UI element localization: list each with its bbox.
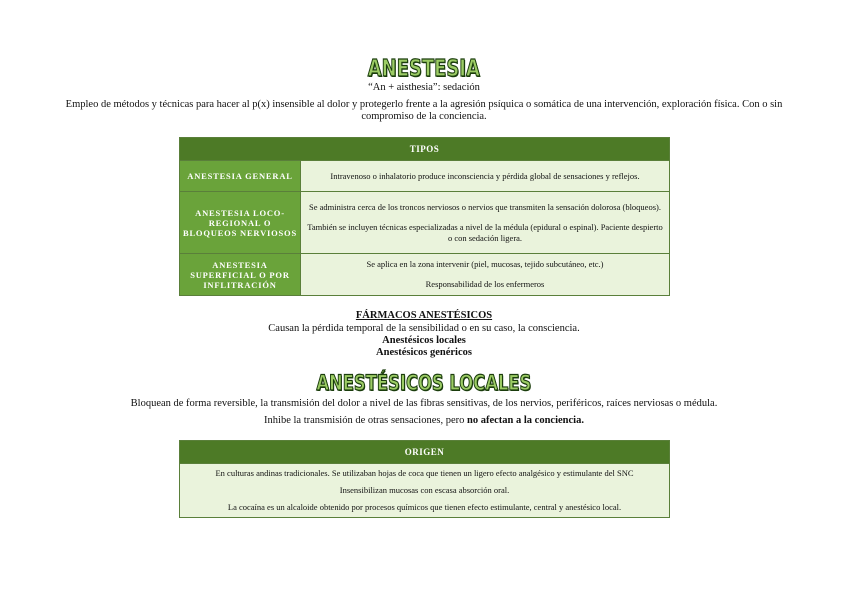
title-anestesicos-locales: ANESTÉSICOS LOCALES [316, 371, 532, 395]
origen-content [180, 464, 670, 518]
desc-text: Se aplica en la zona intervenir (piel, mucosas, tejido subcutáneo, etc.) [366, 259, 604, 269]
table-row [180, 161, 670, 192]
table-row [180, 254, 670, 296]
farmacos-item: Anestésicos genéricos [376, 347, 472, 358]
origen-text: Insensibilizan mucosas con escasa absorción oral. [339, 485, 510, 495]
tipo-desc [301, 192, 670, 254]
title-anestesia: ANESTESIA [367, 56, 481, 82]
origen-table [179, 440, 670, 518]
tipo-label: ANESTESIA LOCO-REGIONAL O BLOQUEOS NERVIOSOS [180, 192, 301, 254]
locales-line-2 [0, 415, 848, 426]
tipos-header: TIPOS [180, 138, 670, 161]
desc-text: Intravenoso o inhalatorio produce inconsciencia y pérdida global de sensaciones y reflejos. [330, 170, 640, 181]
locales-line-2-bold: no afectan a la conciencia. [467, 415, 584, 426]
tipo-label: ANESTESIA GENERAL [180, 161, 301, 192]
locales-line-2-text: Inhibe la transmisión de otras sensaciones, pero [264, 415, 467, 426]
table-row [180, 192, 670, 254]
tipo-desc [301, 254, 670, 296]
origen-text: La cocaína es un alcaloide obtenido por procesos químicos que tienen efecto estimulante, central y anestésico local. [227, 502, 622, 512]
tipo-desc [301, 161, 670, 192]
farmacos-item: Anestésicos locales [382, 335, 466, 346]
table-row [180, 464, 670, 518]
desc-text: Responsabilidad de los enfermeros [425, 279, 545, 289]
desc-text: Se administra cerca de los troncos nerviosos o nervios que transmiten la sensación dolorosa (bloqueos). [309, 201, 661, 212]
farmacos-description: Causan la pérdida temporal de la sensibilidad o en su caso, la consciencia. [268, 323, 580, 334]
desc-text: También se incluyen técnicas especializadas a nivel de la médula (epidural o espinal). Paciente despierto o con sedación ligera. [307, 221, 663, 243]
subtitle: “An + aisthesia”: sedación [368, 82, 480, 93]
tipos-table [179, 137, 670, 296]
locales-line-1: Bloquean de forma reversible, la transmisión del dolor a nivel de las fibras sensitivas, de los nervios, periféricos, raíces nerviosas o médula. [130, 398, 718, 409]
intro-paragraph: Empleo de métodos y técnicas para hacer al p(x) insensible al dolor y protegerlo frente a la agresión psíquica o somática de una intervención, exploración física. Con o sin compromiso de la conciencia. [65, 99, 783, 122]
origen-text: En culturas andinas tradicionales. Se utilizaban hojas de coca que tienen un ligero efecto analgésico y estimulante del SNC [215, 468, 634, 478]
tipo-label: ANESTESIA SUPERFICIAL O POR INFLITRACIÓN [180, 254, 301, 296]
farmacos-heading: FÁRMACOS ANESTÉSICOS [355, 310, 493, 321]
origen-header: ORIGEN [180, 441, 670, 464]
